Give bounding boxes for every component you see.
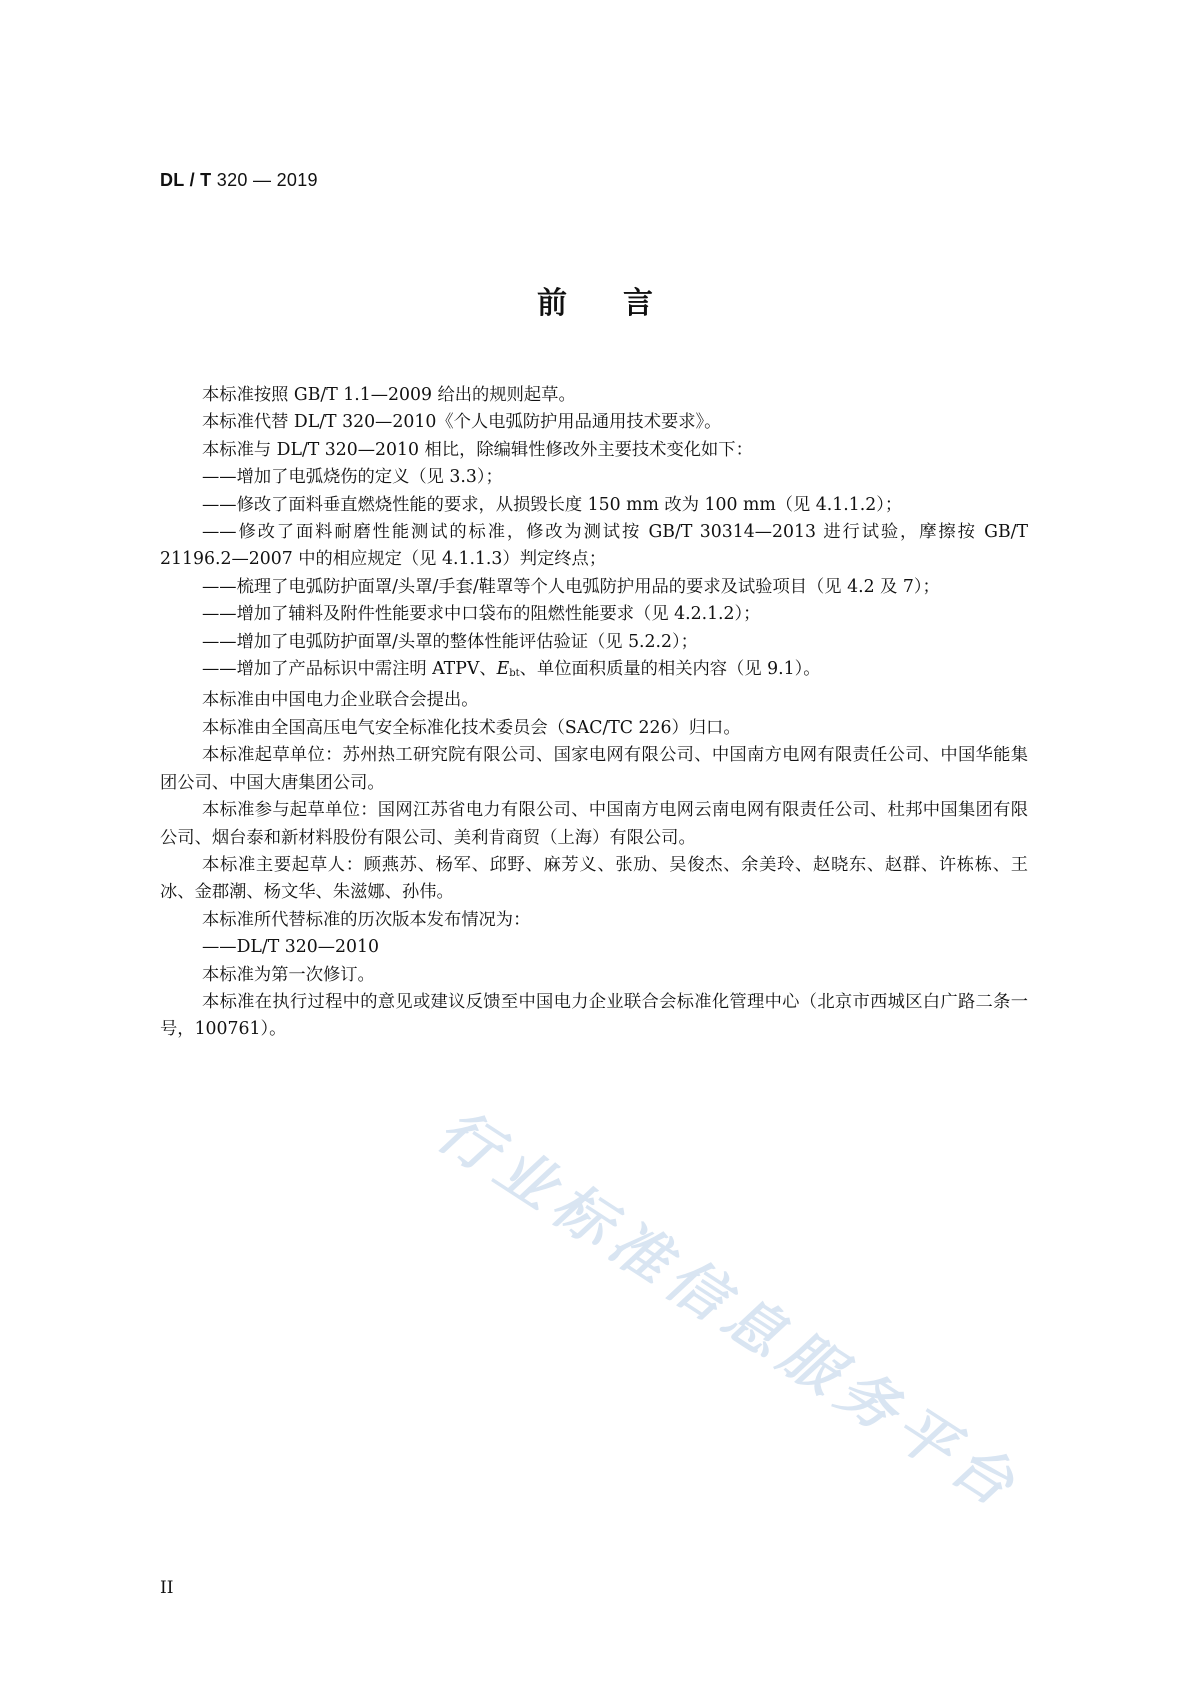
ebt-subscript: bt [509, 668, 520, 680]
paragraph: 本标准为第一次修订。 [202, 964, 375, 985]
change-item: ——修改了面料垂直燃烧性能的要求，从损毁长度 150 mm 改为 100 mm（见 4.1.1.2）； [202, 494, 903, 515]
change-item: ——梳理了电弧防护面罩/头罩/手套/鞋罩等个人电弧防护用品的要求及试验项目（见 4.2 及 7）； [202, 576, 940, 597]
change-item: ——增加了电弧防护面罩/头罩的整体性能评估验证（见 5.2.2）； [202, 631, 698, 652]
change-item: ——增加了辅料及附件性能要求中口袋布的阻燃性能要求（见 4.2.1.2）； [202, 604, 761, 625]
version-item: ——DL/T 320—2010 [202, 937, 379, 958]
paragraph: 本标准主要起草人：顾燕苏、杨军、邱野、麻芳义、张劢、吴俊杰、余美玲、赵晓东、赵群、许栋栋、王冰、金郡潮、杨文华、朱滋娜、孙伟。 [160, 854, 1028, 903]
ebt-before: ——增加了产品标识中需注明 ATPV、 [202, 659, 497, 680]
paragraph: 本标准按照 GB/T 1.1—2009 给出的规则起草。 [202, 385, 576, 405]
change-item: ——修改了面料耐磨性能测试的标准，修改为测试按 GB/T 30314—2013 进行试验，摩擦按 GB/T 21196.2—2007 中的相应规定（见 4.1.1.3）判定终点； [160, 522, 1028, 570]
change-item-ebt [160, 656, 1028, 687]
watermark: 行业标准信息服务平台 [425, 1095, 1034, 1524]
paragraph: 本标准由全国高压电气安全标准化技术委员会（SAC/TC 226）归口。 [202, 717, 741, 738]
paragraph: 本标准起草单位：苏州热工研究院有限公司、国家电网有限公司、中国南方电网有限责任公司、中国华能集团公司、中国大唐集团公司。 [160, 745, 1028, 793]
change-item: ——增加了电弧烧伤的定义（见 3.3）； [202, 467, 503, 488]
page-number: II [160, 1578, 174, 1598]
paragraph: 本标准与 DL/T 320—2010 相比，除编辑性修改外主要技术变化如下： [202, 439, 753, 460]
page-title: 前言 [537, 286, 709, 321]
ebt-symbol: E [496, 659, 510, 680]
paragraph: 本标准在执行过程中的意见或建议反馈至中国电力企业联合会标准化管理中心（北京市西城区白广路二条一号，100761）。 [160, 991, 1028, 1040]
ebt-after: 、单位面积质量的相关内容（见 9.1）。 [519, 659, 821, 680]
paragraph: 本标准代替 DL/T 320—2010《个人电弧防护用品通用技术要求》。 [202, 412, 722, 433]
standard-code [160, 170, 318, 191]
paragraph: 本标准由中国电力企业联合会提出。 [202, 690, 479, 711]
paragraph: 本标准参与起草单位：国网江苏省电力有限公司、中国南方电网云南电网有限责任公司、杜邦中国集团有限公司、烟台泰和新材料股份有限公司、美利肯商贸（上海）有限公司。 [160, 800, 1028, 848]
foreword-body [160, 382, 1028, 1044]
standard-number: 320 — 2019 [211, 170, 318, 190]
standard-prefix: DL / T [160, 170, 212, 190]
paragraph: 本标准所代替标准的历次版本发布情况为： [202, 909, 531, 930]
